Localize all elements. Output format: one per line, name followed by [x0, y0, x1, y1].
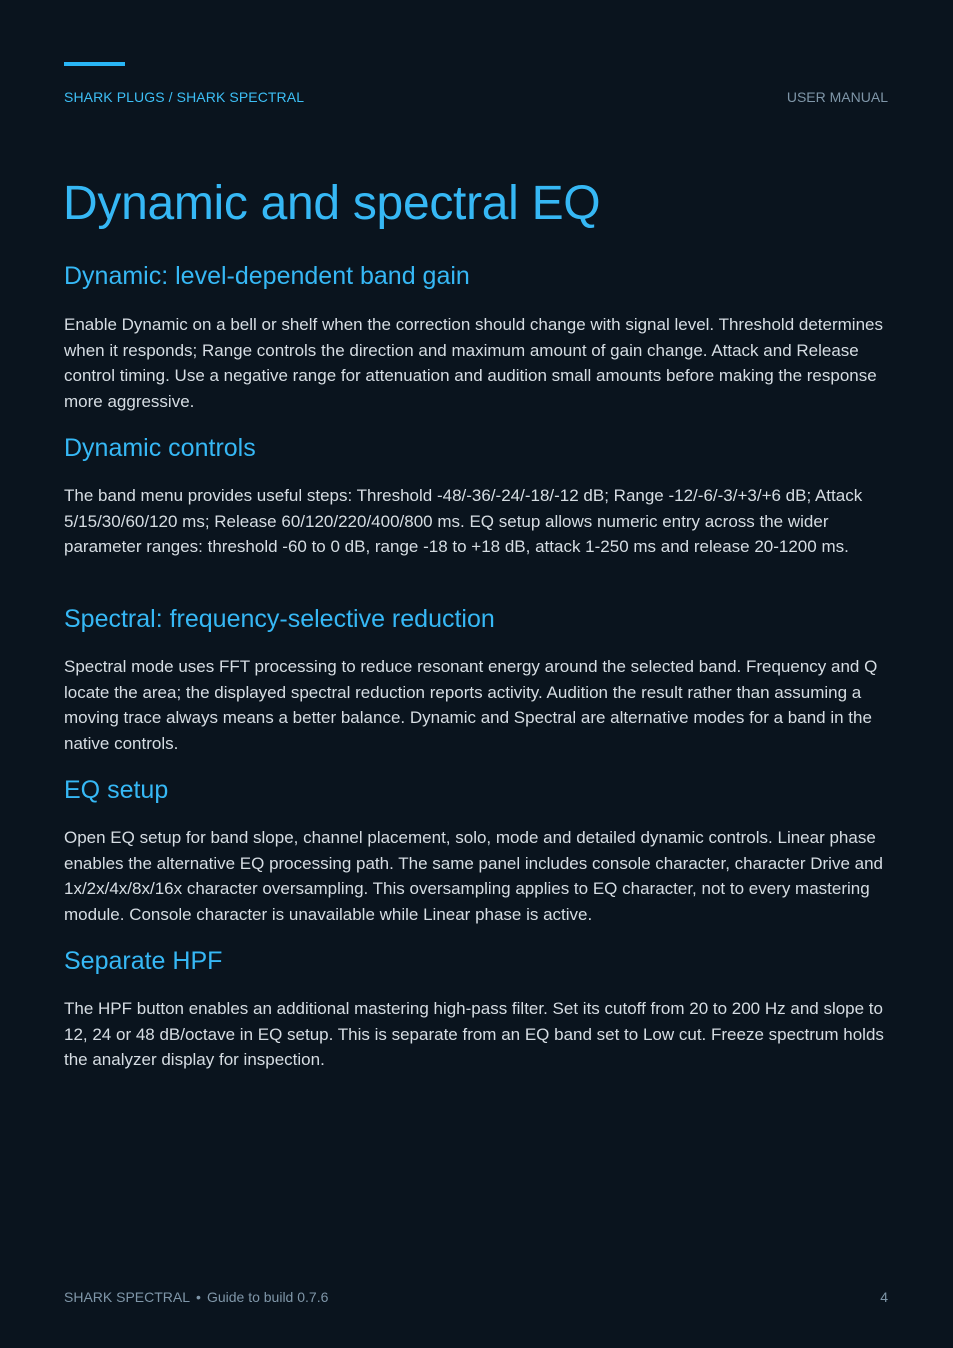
section-body-dynamic-controls: The band menu provides useful steps: Threshold -48/-36/-24/-18/-12 dB; Range -12/-6/-3/+3/+6 dB; Attack 5/15/30/60/120 ms; Release 60/120/220/400/800 ms. EQ setup allows numeric entry across the wider parameter ranges: threshold -60 to 0 dB, range -18 to +18 dB, attack 1-250 ms and release 20-1200 ms.: [64, 486, 863, 557]
page-number: 4: [880, 1289, 888, 1305]
section-heading-eq-setup: EQ setup: [64, 776, 169, 804]
footer-separator: •: [196, 1289, 201, 1305]
document-type-label: USER MANUAL: [786, 89, 888, 105]
section-body-spectral-reduction: Spectral mode uses FFT processing to reduce resonant energy around the selected band. Frequency and Q locate the area; the displayed spectral reduction reports activity. Audition the result rather than assuming a moving trace always means a better balance. Dynamic and Spectral are alternative modes for a band in the native controls.: [64, 657, 878, 753]
section-heading-spectral-reduction: Spectral: frequency-selective reduction: [64, 605, 495, 633]
section-body-separate-hpf: The HPF button enables an additional mastering high-pass filter. Set its cutoff from 20 to 200 Hz and slope to 12, 24 or 48 dB/octave in EQ setup. This is separate from an EQ band set to Low cut. Freeze spectrum holds the analyzer display for inspection.: [64, 999, 884, 1070]
footer-build-version: Guide to build 0.7.6: [206, 1289, 329, 1305]
breadcrumb: SHARK PLUGS / SHARK SPECTRAL: [64, 89, 305, 105]
section-heading-dynamic-controls: Dynamic controls: [64, 434, 256, 462]
page-title: Dynamic and spectral EQ: [63, 177, 601, 230]
section-heading-dynamic-band-gain: Dynamic: level-dependent band gain: [64, 262, 470, 290]
footer-product-name: SHARK SPECTRAL: [64, 1289, 191, 1305]
section-heading-separate-hpf: Separate HPF: [64, 947, 223, 975]
footer-info: [64, 1289, 328, 1305]
header-accent-bar: [64, 62, 125, 66]
section-body-eq-setup: Open EQ setup for band slope, channel placement, solo, mode and detailed dynamic controls. Linear phase enables the alternative EQ processing path. The same panel includes console character, character Drive and 1x/2x/4x/8x/16x character oversampling. This oversampling applies to EQ character, not to every mastering module. Console character is unavailable while Linear phase is active.: [64, 828, 883, 924]
section-body-dynamic-band-gain: Enable Dynamic on a bell or shelf when the correction should change with signal level. Threshold determines when it responds; Range controls the direction and maximum amount of gain change. Attack and Release control timing. Use a negative range for attenuation and audition small amounts before making the response more aggressive.: [64, 315, 883, 411]
